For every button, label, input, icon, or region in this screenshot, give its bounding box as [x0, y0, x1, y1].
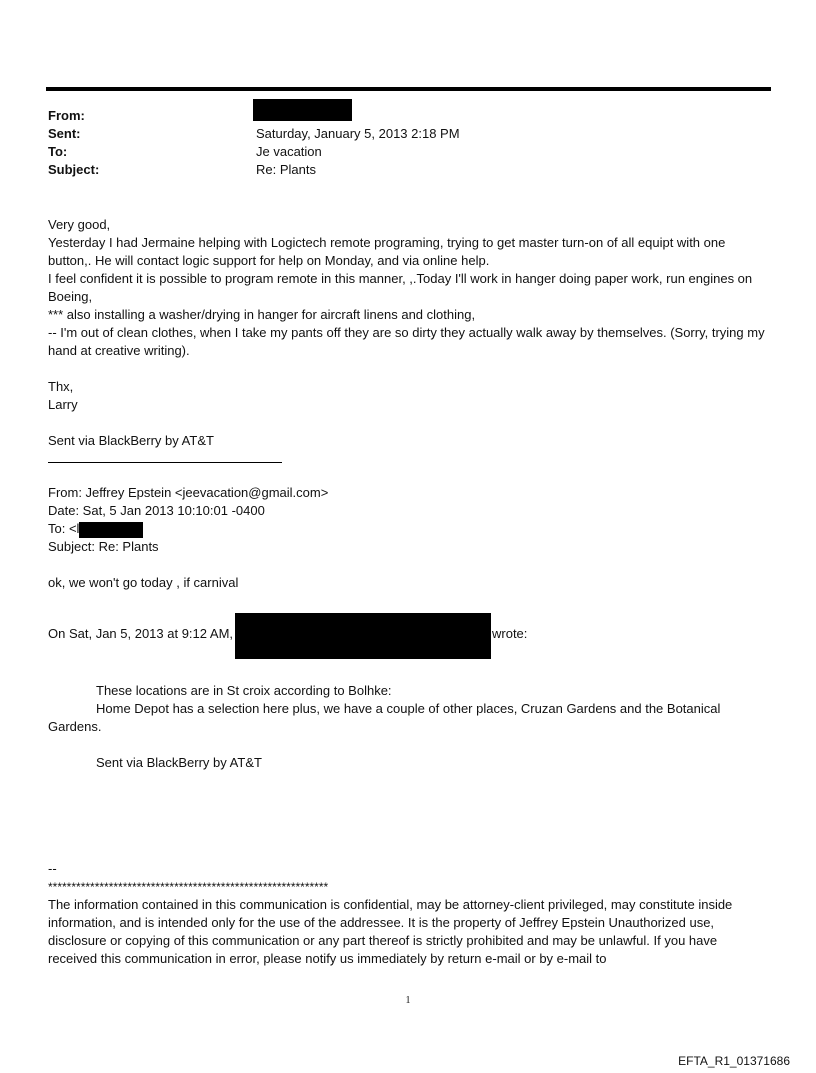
inner-sent-via: Sent via BlackBerry by AT&T — [96, 755, 262, 770]
to-value: Je vacation — [256, 144, 322, 159]
redaction-box — [253, 99, 352, 121]
quote-separator — [48, 462, 282, 463]
quoted-to — [48, 520, 768, 538]
greeting: Very good, — [48, 217, 111, 232]
inner-quoted-message — [48, 682, 768, 772]
subject-label: Subject: — [48, 162, 100, 177]
quoted-subject: Subject: Re: Plants — [48, 539, 159, 554]
message-body — [48, 216, 768, 450]
from-label: From: — [48, 108, 85, 123]
wrote-label-wrap — [492, 625, 572, 643]
body-paragraph: -- I'm out of clean clothes, when I take my pants off they are so dirty they actually walk away by themselves. (Sorry, trying my hand at creative writing). — [48, 325, 765, 358]
footer-stars: ************************************************************ — [48, 880, 329, 894]
signoff: Thx, — [48, 379, 74, 394]
confidential-notice: The information contained in this communication is confidential, may be attorney-client privileged, may constitute inside information, and is intended only for the use of the addressee. It is the property of Jeffrey Epstein Unauthorized use, disclosure or copying of this communication or any part thereof is strictly prohibited and may be unlawful. If you have received this communication in error, please notify us immediately by return e-mail or by e-mail to — [48, 897, 733, 966]
quoted-date: Date: Sat, 5 Jan 2013 10:10:01 -0400 — [48, 503, 265, 518]
body-paragraph: Yesterday I had Jermaine helping with Logictech remote programing, trying to get master turn-on of all equipt with one button,. He will contact logic support for help on Monday, and via online help. — [48, 235, 726, 268]
document-id: EFTA_R1_01371686 — [678, 1054, 790, 1068]
on-prefix: On Sat, Jan 5, 2013 at 9:12 AM, — [48, 626, 234, 641]
disclaimer — [48, 860, 768, 968]
quoted-from: From: Jeffrey Epstein <jeevacation@gmail.com> — [48, 485, 329, 500]
inner-line: These locations are in St croix according to Bolhke: — [96, 683, 392, 698]
quoted-to-prefix: To: <l — [48, 521, 80, 536]
body-paragraph: I feel confident it is possible to program remote in this manner, ,.Today I'll work in hanger doing paper work, run engines on Boeing, — [48, 271, 753, 304]
sent-value: Saturday, January 5, 2013 2:18 PM — [256, 126, 460, 141]
to-label: To: — [48, 144, 68, 159]
inner-line: Home Depot has a selection here plus, we have a couple of other places, Cruzan Gardens and the Botanical Gardens. — [48, 701, 721, 734]
sent-via: Sent via BlackBerry by AT&T — [48, 433, 214, 448]
header-rule — [46, 87, 771, 91]
redaction-box — [235, 613, 491, 659]
wrote-label: wrote: — [492, 626, 528, 641]
redaction-box — [79, 522, 143, 538]
footer-dashes: -- — [48, 861, 57, 876]
body-paragraph: *** also installing a washer/drying in hanger for aircraft linens and clothing, — [48, 307, 476, 322]
reply-text: ok, we won't go today , if carnival — [48, 575, 239, 590]
sent-label: Sent: — [48, 126, 81, 141]
quoted-message — [48, 484, 768, 592]
page-number: 1 — [405, 995, 411, 1006]
sender-name: Larry — [48, 397, 78, 412]
subject-value: Re: Plants — [256, 162, 316, 177]
